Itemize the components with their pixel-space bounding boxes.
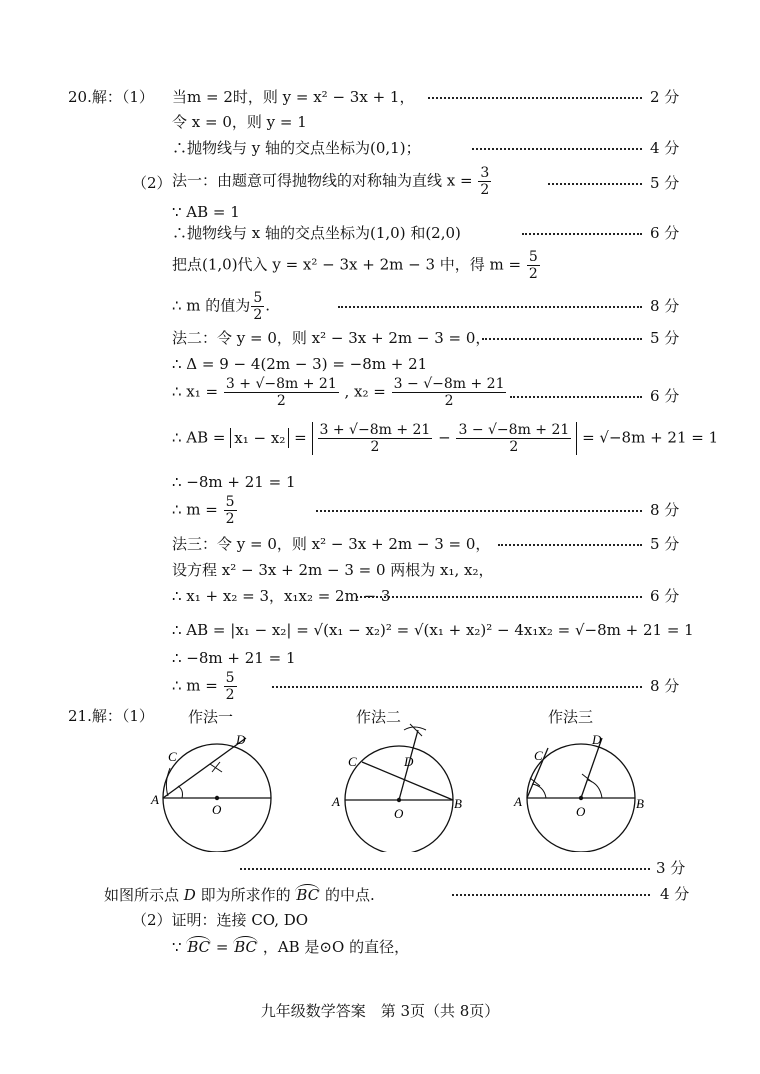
point-label-A: A (332, 794, 340, 809)
q21-conclusion: 如图所示点 D 即为所求作的 BC 的中点. (104, 886, 375, 904)
arc-notation: BC (234, 938, 258, 956)
score-label: 4 分 (650, 139, 680, 157)
point-label-O: O (394, 806, 404, 821)
score-label: 8 分 (650, 677, 680, 695)
score-label: 8 分 (650, 501, 680, 519)
absolute-value: x₁ − x₂ (230, 428, 289, 448)
point-label-C: C (168, 749, 177, 764)
leader-dots (338, 296, 646, 316)
score-label: 5 分 (650, 174, 680, 192)
point-label-D: D (592, 732, 602, 747)
leader-dots (356, 586, 646, 606)
page-footer: 九年级数学答案 第 3页（共 8页） (260, 1002, 500, 1020)
q20-line-20: ∴ m = $\frac{5}{2}$ (172, 670, 235, 703)
point-label-A: A (514, 794, 522, 809)
leader-dots (316, 500, 646, 520)
point-label-B: B (454, 796, 462, 811)
fraction: $\frac{5}{2}$ (253, 290, 263, 323)
q20-line-4: 法一：由题意可得抛物线的对称轴为直线 x = $\frac{3}{2}$ (172, 165, 490, 198)
q20-line-5: ∵ AB = 1 (172, 203, 240, 221)
q20-line-17: ∴ x₁ + x₂ = 3，x₁x₂ = 2m − 3 (172, 587, 391, 605)
q20-line-15: 法三：令 y = 0，则 x² − 3x + 2m − 3 = 0， (172, 535, 491, 553)
score-label: 3 分 (656, 859, 686, 877)
score-label: 6 分 (650, 224, 680, 242)
method-2-title: 作法二 (356, 708, 402, 726)
q20-line-10: ∴ Δ = 9 − 4(2m − 3) = −8m + 21 (172, 355, 428, 373)
leader-dots (452, 884, 654, 904)
leader-dots (510, 386, 646, 406)
leader-dots (482, 328, 646, 348)
q21-number: 21.解：（1） (68, 707, 154, 725)
fraction: $\frac{5}{2}$ (225, 494, 235, 527)
q20-number: 20.解：（1） (68, 88, 154, 106)
arc-notation: BC (296, 886, 320, 904)
point-label-C: C (534, 748, 543, 763)
score-label: 5 分 (650, 329, 680, 347)
arc-notation: BC (187, 938, 211, 956)
fraction: $\frac{3 + √-8m + 21}{2}$ (319, 422, 431, 455)
point-label-O: O (576, 804, 586, 819)
q21-because: ∵ BC = BC ，AB 是⊙O 的直径， (172, 938, 410, 956)
score-label: 5 分 (650, 535, 680, 553)
q20-line-7: 把点(1,0)代入 y = x² − 3x + 2m − 3 中，得 m = $\frac{5}{2}$ (172, 249, 538, 282)
construction-figure-1 (140, 728, 290, 852)
q20-line-14: ∴ m = $\frac{5}{2}$ (172, 494, 235, 527)
q20-line-16: 设方程 x² − 3x + 2m − 3 = 0 两根为 x₁, x₂， (172, 561, 494, 579)
score-label: 6 分 (650, 587, 680, 605)
leader-dots (472, 138, 646, 158)
score-label: 4 分 (660, 885, 690, 903)
q20-part2-label: （2） (132, 174, 172, 192)
score-label: 8 分 (650, 297, 680, 315)
q20-line-11: ∴ x₁ = $\frac{3 + √-8m + 21}{2}$ , x₂ = $\frac{3 - √-8m + 21}{2}$ (172, 376, 505, 409)
leader-dots (498, 534, 646, 554)
q20-line-8: ∴ m 的值为 $\frac{5}{2}$ . (172, 290, 271, 323)
leader-dots (548, 173, 646, 193)
construction-figure-3 (508, 728, 658, 852)
q20-line-19: ∴ −8m + 21 = 1 (172, 649, 296, 667)
leader-dots (272, 676, 646, 696)
q20-line-1: 当m = 2时，则 y = x² − 3x + 1， (172, 88, 415, 106)
fraction: $\frac{3 + √-8m + 21}{2}$ (225, 376, 337, 409)
q20-line-3: ∴抛物线与 y 轴的交点坐标为(0,1)； (172, 139, 421, 157)
score-label: 2 分 (650, 88, 680, 106)
point-label-O: O (212, 802, 222, 817)
leader-dots (428, 87, 646, 107)
q20-line-18: ∴ AB = |x₁ − x₂| = √(x₁ − x₂)² = √(x₁ + x₂)² − 4x₁x₂ = √−8m + 21 = 1 (172, 621, 694, 639)
fraction: $\frac{3 - √-8m + 21}{2}$ (458, 422, 570, 455)
method-1-title: 作法一 (188, 708, 234, 726)
leader-dots (522, 223, 646, 243)
q20-line-6: ∴抛物线与 x 轴的交点坐标为(1,0) 和(2,0) (172, 224, 461, 242)
point-label-C: C (348, 754, 357, 769)
point-label-A: A (151, 792, 159, 807)
q20-line-13: ∴ −8m + 21 = 1 (172, 473, 296, 491)
leader-dots (240, 858, 654, 878)
method-3-title: 作法三 (548, 708, 594, 726)
q20-line-12: ∴ AB = x₁ − x₂ = $\frac{3 + √-8m + 21}{2}$ − $\frac{3 - √-8m + 21}{2}$ = √−8m + 21 = 1 (172, 422, 719, 455)
fraction: $\frac{5}{2}$ (528, 249, 538, 282)
fraction: $\frac{5}{2}$ (225, 670, 235, 703)
construction-figure-2 (326, 722, 476, 852)
fraction: $\frac{3 - √-8m + 21}{2}$ (393, 376, 505, 409)
q20-line-9: 法二：令 y = 0，则 x² − 3x + 2m − 3 = 0， (172, 329, 491, 347)
q20-line-2: 令 x = 0，则 y = 1 (172, 113, 307, 131)
score-label: 6 分 (650, 387, 680, 405)
point-label-B: B (636, 796, 644, 811)
absolute-value-large: $\frac{3 + √-8m + 21}{2}$ − $\frac{3 - √-8m + 21}{2}$ (312, 422, 578, 455)
point-label-D: D (404, 754, 414, 769)
point-label-D: D (236, 732, 246, 747)
fraction: $\frac{3}{2}$ (480, 165, 490, 198)
q21-part2: （2）证明：连接 CO, DO (132, 911, 309, 929)
